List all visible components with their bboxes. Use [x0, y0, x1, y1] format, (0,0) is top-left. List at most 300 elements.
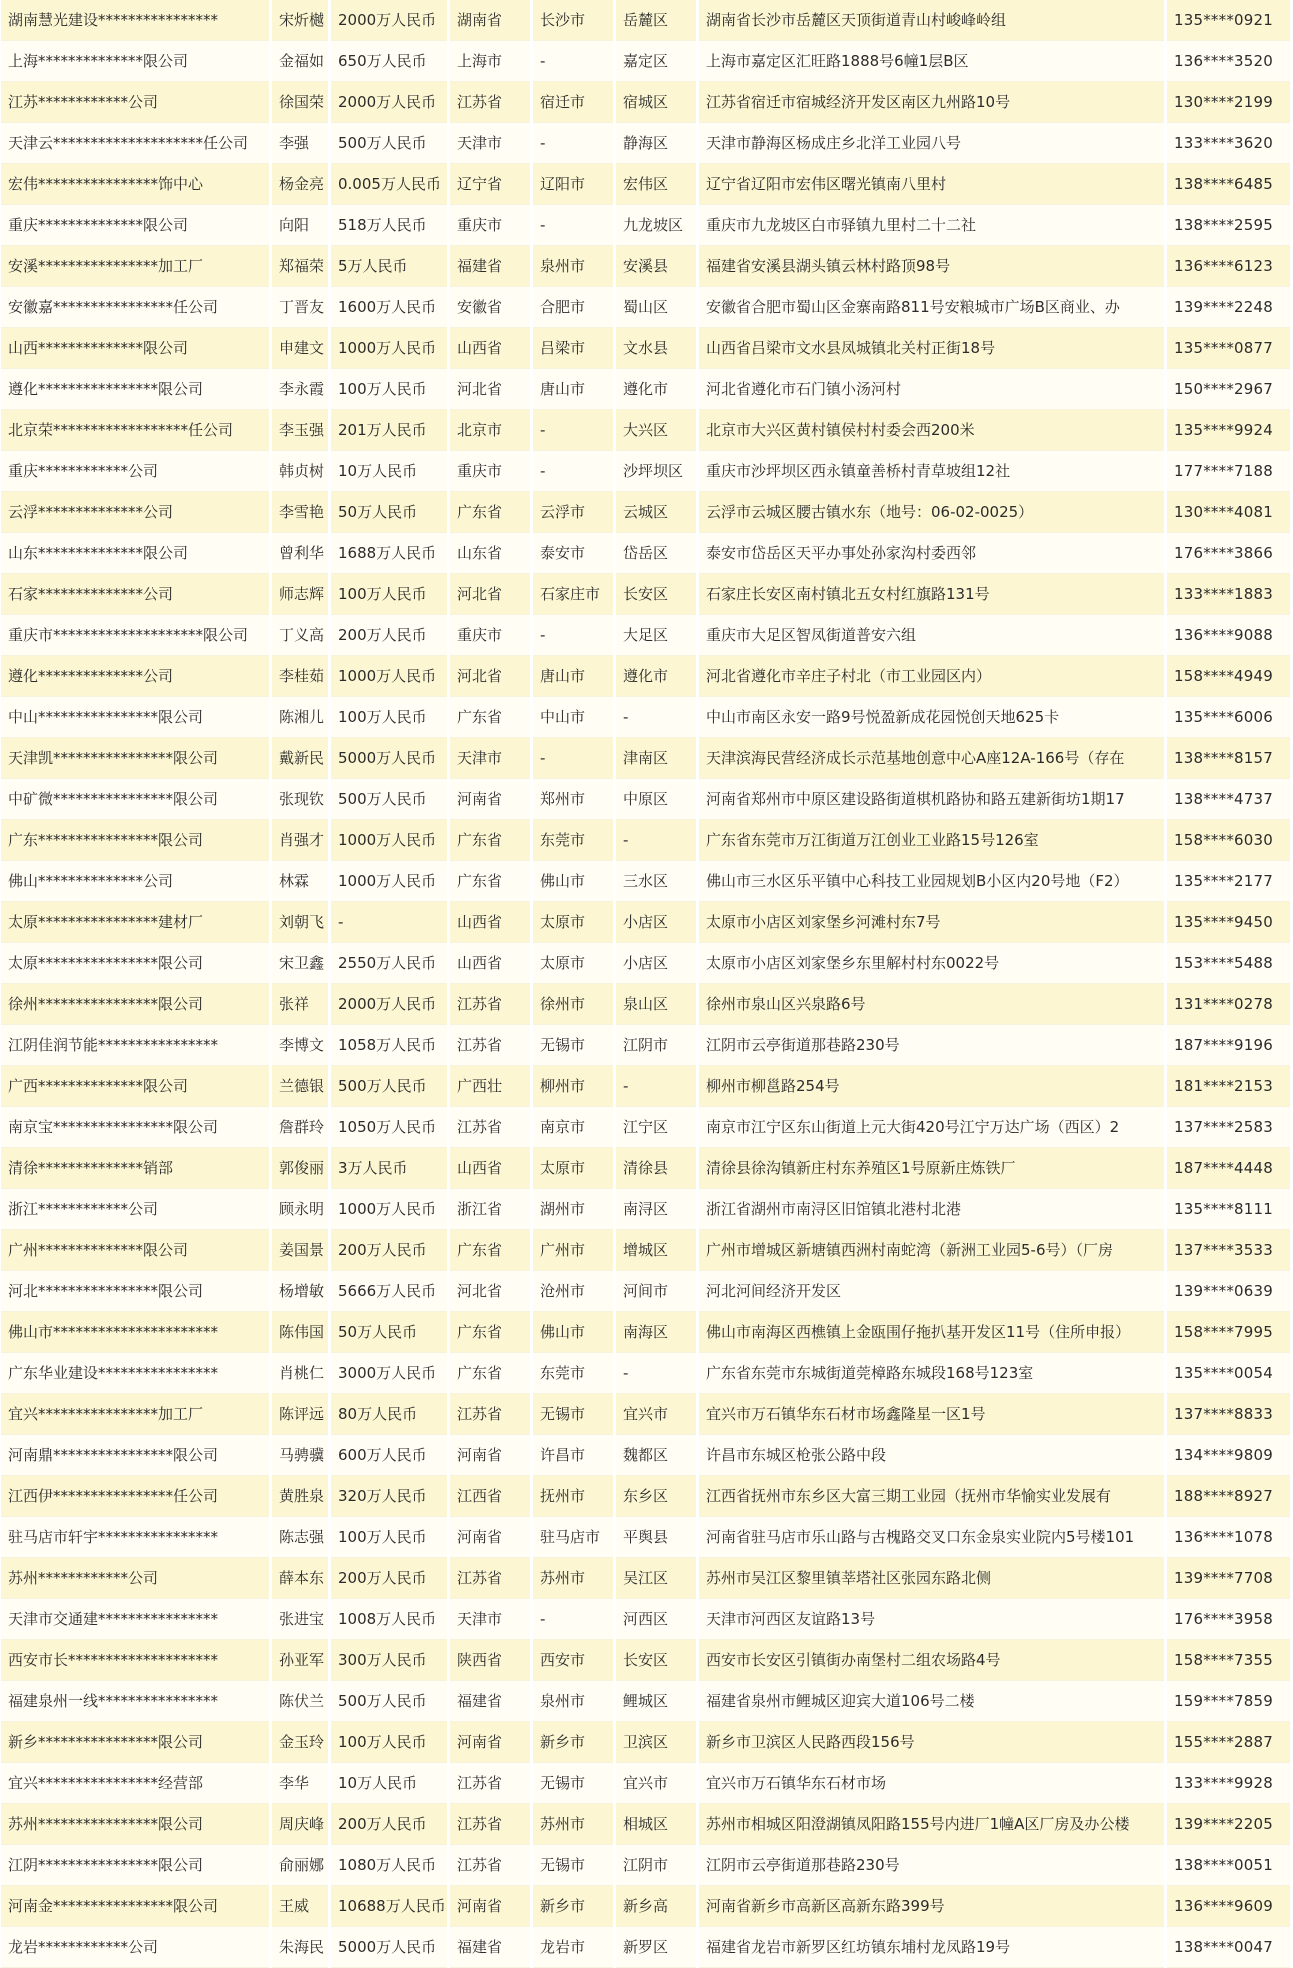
phone-cell: 158****7995: [1167, 1312, 1290, 1353]
registered-capital-cell: 500万人民币: [331, 1681, 447, 1722]
table-row: [1, 820, 1290, 861]
registered-capital-cell: 5000万人民币: [331, 1927, 447, 1968]
table-row: [1, 492, 1290, 533]
district-cell: -: [616, 697, 696, 738]
contact-person-cell: 顾永明: [272, 1189, 328, 1230]
contact-person-cell: 张祥: [272, 984, 328, 1025]
company-name-cell: 江苏************公司: [1, 82, 269, 123]
address-cell: 河北省遵化市石门镇小汤河村: [699, 369, 1164, 410]
phone-cell: 135****0054: [1167, 1353, 1290, 1394]
province-cell: 江苏省: [450, 1763, 530, 1804]
city-cell: 云浮市: [533, 492, 613, 533]
phone-cell: 136****3520: [1167, 41, 1290, 82]
registered-capital-cell: 100万人民币: [331, 697, 447, 738]
address-cell: 徐州市泉山区兴泉路6号: [699, 984, 1164, 1025]
district-cell: 遵化市: [616, 656, 696, 697]
contact-person-cell: 肖强才: [272, 820, 328, 861]
phone-cell: 136****9609: [1167, 1886, 1290, 1927]
contact-person-cell: 郭俊丽: [272, 1148, 328, 1189]
registered-capital-cell: 201万人民币: [331, 410, 447, 451]
registered-capital-cell: 200万人民币: [331, 1804, 447, 1845]
province-cell: 广东省: [450, 492, 530, 533]
company-name-cell: 徐州****************限公司: [1, 984, 269, 1025]
registered-capital-cell: 5万人民币: [331, 246, 447, 287]
city-cell: -: [533, 738, 613, 779]
city-cell: 太原市: [533, 902, 613, 943]
table-row: [1, 1927, 1290, 1968]
registered-capital-cell: 5666万人民币: [331, 1271, 447, 1312]
district-cell: 九龙坡区: [616, 205, 696, 246]
province-cell: 重庆市: [450, 615, 530, 656]
province-cell: 河南省: [450, 1722, 530, 1763]
province-cell: 江苏省: [450, 1025, 530, 1066]
phone-cell: 158****4949: [1167, 656, 1290, 697]
phone-cell: 130****2199: [1167, 82, 1290, 123]
company-name-cell: 天津凯****************限公司: [1, 738, 269, 779]
contact-person-cell: 李永霞: [272, 369, 328, 410]
contact-person-cell: 申建文: [272, 328, 328, 369]
table-row: [1, 1599, 1290, 1640]
registered-capital-cell: 1688万人民币: [331, 533, 447, 574]
registered-capital-cell: 80万人民币: [331, 1394, 447, 1435]
phone-cell: 137****3533: [1167, 1230, 1290, 1271]
city-cell: -: [533, 41, 613, 82]
phone-cell: 135****6006: [1167, 697, 1290, 738]
company-name-cell: 上海**************限公司: [1, 41, 269, 82]
contact-person-cell: 张现钦: [272, 779, 328, 820]
address-cell: 浙江省湖州市南浔区旧馆镇北港村北港: [699, 1189, 1164, 1230]
address-cell: 苏州市相城区阳澄湖镇凤阳路155号内进厂1幢A区厂房及办公楼: [699, 1804, 1164, 1845]
address-cell: 天津滨海民营经济成长示范基地创意中心A座12A-166号（存在: [699, 738, 1164, 779]
phone-cell: 139****2248: [1167, 287, 1290, 328]
phone-cell: 138****4737: [1167, 779, 1290, 820]
province-cell: 江苏省: [450, 1107, 530, 1148]
city-cell: -: [533, 615, 613, 656]
district-cell: 大足区: [616, 615, 696, 656]
registered-capital-cell: 100万人民币: [331, 1517, 447, 1558]
contact-person-cell: 朱海民: [272, 1927, 328, 1968]
contact-person-cell: 李强: [272, 123, 328, 164]
table-row: [1, 861, 1290, 902]
city-cell: 无锡市: [533, 1025, 613, 1066]
registered-capital-cell: 650万人民币: [331, 41, 447, 82]
contact-person-cell: 杨金亮: [272, 164, 328, 205]
phone-cell: 137****2583: [1167, 1107, 1290, 1148]
province-cell: 浙江省: [450, 1189, 530, 1230]
contact-person-cell: 孙亚军: [272, 1640, 328, 1681]
company-name-cell: 太原****************建材厂: [1, 902, 269, 943]
phone-cell: 139****7708: [1167, 1558, 1290, 1599]
registered-capital-cell: 2000万人民币: [331, 984, 447, 1025]
registered-capital-cell: 500万人民币: [331, 1066, 447, 1107]
province-cell: 江苏省: [450, 1845, 530, 1886]
contact-person-cell: 张进宝: [272, 1599, 328, 1640]
province-cell: 陕西省: [450, 1640, 530, 1681]
address-cell: 广东省东莞市东城街道莞樟路东城段168号123室: [699, 1353, 1164, 1394]
registered-capital-cell: 10万人民币: [331, 451, 447, 492]
province-cell: 江苏省: [450, 1394, 530, 1435]
table-row: [1, 656, 1290, 697]
contact-person-cell: 金福如: [272, 41, 328, 82]
company-name-cell: 太原****************限公司: [1, 943, 269, 984]
company-name-cell: 中矿微****************限公司: [1, 779, 269, 820]
table-row: [1, 1763, 1290, 1804]
city-cell: 吕梁市: [533, 328, 613, 369]
company-name-cell: 宏伟****************饰中心: [1, 164, 269, 205]
table-row: [1, 574, 1290, 615]
table-row: [1, 779, 1290, 820]
company-name-cell: 湖南慧光建设****************: [1, 0, 269, 41]
company-name-cell: 江西伊****************任公司: [1, 1476, 269, 1517]
province-cell: 北京市: [450, 410, 530, 451]
registered-capital-cell: 2000万人民币: [331, 0, 447, 41]
province-cell: 天津市: [450, 1599, 530, 1640]
city-cell: 无锡市: [533, 1845, 613, 1886]
district-cell: 增城区: [616, 1230, 696, 1271]
company-name-cell: 天津市交通建****************: [1, 1599, 269, 1640]
phone-cell: 133****1883: [1167, 574, 1290, 615]
company-name-cell: 云浮**************公司: [1, 492, 269, 533]
table-row: [1, 1845, 1290, 1886]
address-cell: 天津市静海区杨成庄乡北洋工业园八号: [699, 123, 1164, 164]
phone-cell: 136****9088: [1167, 615, 1290, 656]
company-name-cell: 广东****************限公司: [1, 820, 269, 861]
city-cell: 新乡市: [533, 1722, 613, 1763]
phone-cell: 187****4448: [1167, 1148, 1290, 1189]
city-cell: 柳州市: [533, 1066, 613, 1107]
province-cell: 河北省: [450, 656, 530, 697]
province-cell: 河北省: [450, 574, 530, 615]
registered-capital-cell: 500万人民币: [331, 779, 447, 820]
province-cell: 江苏省: [450, 82, 530, 123]
phone-cell: 135****9450: [1167, 902, 1290, 943]
table-row: [1, 1517, 1290, 1558]
table-row: [1, 369, 1290, 410]
registered-capital-cell: 1050万人民币: [331, 1107, 447, 1148]
address-cell: 清徐县徐沟镇新庄村东养殖区1号原新庄炼铁厂: [699, 1148, 1164, 1189]
city-cell: 东莞市: [533, 1353, 613, 1394]
address-cell: 太原市小店区刘家堡乡河滩村东7号: [699, 902, 1164, 943]
city-cell: 许昌市: [533, 1435, 613, 1476]
address-cell: 石家庄长安区南村镇北五女村红旗路131号: [699, 574, 1164, 615]
contact-person-cell: 戴新民: [272, 738, 328, 779]
company-name-cell: 遵化**************公司: [1, 656, 269, 697]
city-cell: 佛山市: [533, 1312, 613, 1353]
table-row: [1, 1435, 1290, 1476]
contact-person-cell: 曾利华: [272, 533, 328, 574]
contact-person-cell: 李玉强: [272, 410, 328, 451]
address-cell: 佛山市三水区乐平镇中心科技工业园规划B小区内20号地（F2）: [699, 861, 1164, 902]
city-cell: 石家庄市: [533, 574, 613, 615]
company-name-cell: 苏州************公司: [1, 1558, 269, 1599]
table-row: [1, 738, 1290, 779]
district-cell: 嘉定区: [616, 41, 696, 82]
company-name-cell: 佛山市**********************: [1, 1312, 269, 1353]
contact-person-cell: 黄胜泉: [272, 1476, 328, 1517]
registered-capital-cell: 3万人民币: [331, 1148, 447, 1189]
city-cell: 苏州市: [533, 1804, 613, 1845]
district-cell: 宜兴市: [616, 1394, 696, 1435]
registered-capital-cell: 10688万人民币: [331, 1886, 447, 1927]
address-cell: 苏州市吴江区黎里镇莘塔社区张园东路北侧: [699, 1558, 1164, 1599]
contact-person-cell: 丁晋友: [272, 287, 328, 328]
province-cell: 上海市: [450, 41, 530, 82]
company-name-cell: 西安市长********************: [1, 1640, 269, 1681]
table-row: [1, 1640, 1290, 1681]
registered-capital-cell: 300万人民币: [331, 1640, 447, 1681]
phone-cell: 138****0051: [1167, 1845, 1290, 1886]
contact-person-cell: 丁义高: [272, 615, 328, 656]
table-row: [1, 246, 1290, 287]
district-cell: 南浔区: [616, 1189, 696, 1230]
company-name-cell: 中山****************限公司: [1, 697, 269, 738]
registered-capital-cell: 100万人民币: [331, 574, 447, 615]
address-cell: 南京市江宁区东山街道上元大街420号江宁万达广场（西区）2: [699, 1107, 1164, 1148]
contact-person-cell: 陈志强: [272, 1517, 328, 1558]
company-name-cell: 重庆**************限公司: [1, 205, 269, 246]
registered-capital-cell: 50万人民币: [331, 492, 447, 533]
table-row: [1, 1681, 1290, 1722]
district-cell: 岳麓区: [616, 0, 696, 41]
phone-cell: 135****0921: [1167, 0, 1290, 41]
table-row: [1, 1353, 1290, 1394]
contact-person-cell: 陈评远: [272, 1394, 328, 1435]
company-name-cell: 天津云********************任公司: [1, 123, 269, 164]
address-cell: 天津市河西区友谊路13号: [699, 1599, 1164, 1640]
district-cell: 宿城区: [616, 82, 696, 123]
contact-person-cell: 韩贞树: [272, 451, 328, 492]
phone-cell: 187****9196: [1167, 1025, 1290, 1066]
address-cell: 泰安市岱岳区天平办事处孙家沟村委西邻: [699, 533, 1164, 574]
table-row: [1, 1394, 1290, 1435]
address-cell: 中山市南区永安一路9号悦盈新成花园悦创天地625卡: [699, 697, 1164, 738]
city-cell: 中山市: [533, 697, 613, 738]
address-cell: 山西省吕梁市文水县凤城镇北关村正街18号: [699, 328, 1164, 369]
phone-cell: 137****8833: [1167, 1394, 1290, 1435]
district-cell: -: [616, 1353, 696, 1394]
registered-capital-cell: 1058万人民币: [331, 1025, 447, 1066]
district-cell: 安溪县: [616, 246, 696, 287]
district-cell: 文水县: [616, 328, 696, 369]
phone-cell: 158****7355: [1167, 1640, 1290, 1681]
city-cell: 无锡市: [533, 1394, 613, 1435]
district-cell: 相城区: [616, 1804, 696, 1845]
address-cell: 上海市嘉定区汇旺路1888号6幢1层B区: [699, 41, 1164, 82]
contact-person-cell: 向阳: [272, 205, 328, 246]
address-cell: 福建省安溪县湖头镇云林村路顶98号: [699, 246, 1164, 287]
province-cell: 山西省: [450, 902, 530, 943]
registered-capital-cell: 5000万人民币: [331, 738, 447, 779]
address-cell: 江西省抚州市东乡区大富三期工业园（抚州市华愉实业发展有: [699, 1476, 1164, 1517]
address-cell: 宜兴市万石镇华东石材市场鑫隆星一区1号: [699, 1394, 1164, 1435]
phone-cell: 136****1078: [1167, 1517, 1290, 1558]
address-cell: 重庆市大足区智凤街道普安六组: [699, 615, 1164, 656]
phone-cell: 139****0639: [1167, 1271, 1290, 1312]
province-cell: 安徽省: [450, 287, 530, 328]
city-cell: 唐山市: [533, 369, 613, 410]
contact-person-cell: 金玉玲: [272, 1722, 328, 1763]
province-cell: 山西省: [450, 1148, 530, 1189]
address-cell: 辽宁省辽阳市宏伟区曙光镇南八里村: [699, 164, 1164, 205]
city-cell: -: [533, 1599, 613, 1640]
contact-person-cell: 陈伏兰: [272, 1681, 328, 1722]
province-cell: 河南省: [450, 1435, 530, 1476]
table-row: [1, 328, 1290, 369]
table-row: [1, 1476, 1290, 1517]
registered-capital-cell: 1000万人民币: [331, 861, 447, 902]
phone-cell: 138****8157: [1167, 738, 1290, 779]
phone-cell: 135****0877: [1167, 328, 1290, 369]
province-cell: 福建省: [450, 1681, 530, 1722]
table-row: [1, 697, 1290, 738]
province-cell: 广东省: [450, 1353, 530, 1394]
province-cell: 重庆市: [450, 205, 530, 246]
company-name-cell: 宜兴****************经营部: [1, 1763, 269, 1804]
city-cell: 郑州市: [533, 779, 613, 820]
table-row: [1, 451, 1290, 492]
district-cell: 吴江区: [616, 1558, 696, 1599]
phone-cell: 153****5488: [1167, 943, 1290, 984]
contact-person-cell: 刘朝飞: [272, 902, 328, 943]
province-cell: 江苏省: [450, 984, 530, 1025]
province-cell: 广东省: [450, 820, 530, 861]
registered-capital-cell: 50万人民币: [331, 1312, 447, 1353]
contact-person-cell: 郑福荣: [272, 246, 328, 287]
phone-cell: 138****2595: [1167, 205, 1290, 246]
address-cell: 太原市小店区刘家堡乡东里解村村东0022号: [699, 943, 1164, 984]
registered-capital-cell: 1000万人民币: [331, 1189, 447, 1230]
company-name-cell: 清徐**************销部: [1, 1148, 269, 1189]
phone-cell: 155****2887: [1167, 1722, 1290, 1763]
company-name-cell: 福建泉州一线****************: [1, 1681, 269, 1722]
phone-cell: 138****6485: [1167, 164, 1290, 205]
district-cell: 宜兴市: [616, 1763, 696, 1804]
address-cell: 江苏省宿迁市宿城经济开发区南区九州路10号: [699, 82, 1164, 123]
province-cell: 山西省: [450, 328, 530, 369]
district-cell: 三水区: [616, 861, 696, 902]
contact-person-cell: 肖桃仁: [272, 1353, 328, 1394]
contact-person-cell: 李博文: [272, 1025, 328, 1066]
company-name-cell: 龙岩************公司: [1, 1927, 269, 1968]
address-cell: 重庆市九龙坡区白市驿镇九里村二十二社: [699, 205, 1164, 246]
contact-person-cell: 马骋骥: [272, 1435, 328, 1476]
company-name-cell: 河南鼎****************限公司: [1, 1435, 269, 1476]
table-row: [1, 82, 1290, 123]
contact-person-cell: 周庆峰: [272, 1804, 328, 1845]
city-cell: 驻马店市: [533, 1517, 613, 1558]
province-cell: 辽宁省: [450, 164, 530, 205]
district-cell: 卫滨区: [616, 1722, 696, 1763]
company-name-cell: 北京荣******************任公司: [1, 410, 269, 451]
address-cell: 河北河间经济开发区: [699, 1271, 1164, 1312]
city-cell: -: [533, 410, 613, 451]
phone-cell: 135****9924: [1167, 410, 1290, 451]
table-row: [1, 1722, 1290, 1763]
city-cell: 长沙市: [533, 0, 613, 41]
company-name-cell: 石家**************公司: [1, 574, 269, 615]
contact-person-cell: 李雪艳: [272, 492, 328, 533]
table-row: [1, 1804, 1290, 1845]
district-cell: 南海区: [616, 1312, 696, 1353]
registered-capital-cell: 1000万人民币: [331, 656, 447, 697]
province-cell: 天津市: [450, 123, 530, 164]
table-row: [1, 533, 1290, 574]
city-cell: 宿迁市: [533, 82, 613, 123]
contact-person-cell: 薛本东: [272, 1558, 328, 1599]
district-cell: 遵化市: [616, 369, 696, 410]
city-cell: 徐州市: [533, 984, 613, 1025]
province-cell: 河北省: [450, 369, 530, 410]
table-row: [1, 1271, 1290, 1312]
address-cell: 佛山市南海区西樵镇上金瓯围仔拖扒基开发区11号（住所申报）: [699, 1312, 1164, 1353]
province-cell: 广东省: [450, 1312, 530, 1353]
table-row: [1, 123, 1290, 164]
table-row: [1, 0, 1290, 41]
district-cell: 静海区: [616, 123, 696, 164]
table-row: [1, 205, 1290, 246]
table-row: [1, 410, 1290, 451]
registered-capital-cell: -: [331, 902, 447, 943]
province-cell: 广东省: [450, 1230, 530, 1271]
company-name-cell: 宜兴****************加工厂: [1, 1394, 269, 1435]
address-cell: 广州市增城区新塘镇西洲村南蛇湾（新洲工业园5-6号）（厂房: [699, 1230, 1164, 1271]
city-cell: 合肥市: [533, 287, 613, 328]
city-cell: 泉州市: [533, 1681, 613, 1722]
province-cell: 天津市: [450, 738, 530, 779]
company-name-cell: 广西**************限公司: [1, 1066, 269, 1107]
table-row: [1, 1148, 1290, 1189]
district-cell: 江阴市: [616, 1845, 696, 1886]
phone-cell: 188****8927: [1167, 1476, 1290, 1517]
address-cell: 江阴市云亭街道那巷路230号: [699, 1845, 1164, 1886]
district-cell: 蜀山区: [616, 287, 696, 328]
province-cell: 江苏省: [450, 1558, 530, 1599]
district-cell: -: [616, 1066, 696, 1107]
province-cell: 河北省: [450, 1271, 530, 1312]
table-row: [1, 984, 1290, 1025]
registered-capital-cell: 100万人民币: [331, 1722, 447, 1763]
contact-person-cell: 王威: [272, 1886, 328, 1927]
contact-person-cell: 杨增敏: [272, 1271, 328, 1312]
province-cell: 广西壮: [450, 1066, 530, 1107]
address-cell: 福建省泉州市鲤城区迎宾大道106号二楼: [699, 1681, 1164, 1722]
registered-capital-cell: 518万人民币: [331, 205, 447, 246]
address-cell: 河南省郑州市中原区建设路街道棋机路协和路五建新街坊1期17: [699, 779, 1164, 820]
city-cell: 佛山市: [533, 861, 613, 902]
district-cell: 中原区: [616, 779, 696, 820]
city-cell: -: [533, 123, 613, 164]
phone-cell: 135****8111: [1167, 1189, 1290, 1230]
registered-capital-cell: 10万人民币: [331, 1763, 447, 1804]
district-cell: 新乡高: [616, 1886, 696, 1927]
registered-capital-cell: 2550万人民币: [331, 943, 447, 984]
registered-capital-cell: 1000万人民币: [331, 820, 447, 861]
phone-cell: 134****9809: [1167, 1435, 1290, 1476]
district-cell: 平舆县: [616, 1517, 696, 1558]
address-cell: 河南省驻马店市乐山路与古槐路交叉口东金泉实业院内5号楼101: [699, 1517, 1164, 1558]
registered-capital-cell: 2000万人民币: [331, 82, 447, 123]
address-cell: 河北省遵化市辛庄子村北（市工业园区内）: [699, 656, 1164, 697]
province-cell: 山西省: [450, 943, 530, 984]
company-name-cell: 广东华业建设****************: [1, 1353, 269, 1394]
contact-person-cell: 宋炘樾: [272, 0, 328, 41]
contact-person-cell: 林霖: [272, 861, 328, 902]
address-cell: 湖南省长沙市岳麓区天顶街道青山村峻峰岭组: [699, 0, 1164, 41]
province-cell: 山东省: [450, 533, 530, 574]
city-cell: 太原市: [533, 943, 613, 984]
contact-person-cell: 姜国景: [272, 1230, 328, 1271]
province-cell: 重庆市: [450, 451, 530, 492]
